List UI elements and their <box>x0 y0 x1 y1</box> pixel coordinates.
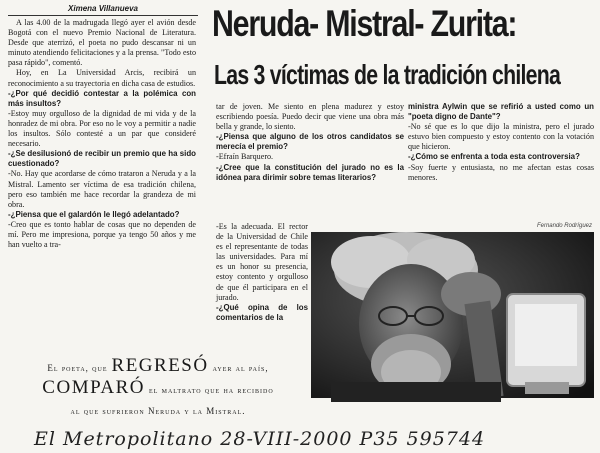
article-paragraph: tar de joven. Me siento en plena madurez y estoy escribiendo poesía. Puedo decir que viene una obra más bella y grande, lo siento. <box>216 102 404 132</box>
pull-quote-text: ayer al país, <box>212 363 269 373</box>
pull-quote <box>10 355 306 427</box>
pull-quote-text: al que sufrieron Neruda y la Mistral. <box>70 406 246 416</box>
photo-credit: Fernando Rodríguez <box>536 223 592 229</box>
article-paragraph: -Es la adecuada. El rector de la Universidad de Chile es el representante de todas las universidades. Para mí es un honor su presencia, estoy contento y orgulloso de que él participara en el jurado. <box>216 222 308 302</box>
article-paragraph: -Soy fuerte y entusiasta, no me afectan estas cosas menores. <box>408 162 594 182</box>
article-paragraph: -Efraín Barquero. <box>216 152 274 162</box>
article-paragraph: -No sé que es lo que dijo la ministra, pero el jurado estuvo bien compuesto y estoy contento con la votación que hicieron. <box>408 122 594 152</box>
pull-quote-emphasis: REGRESÓ <box>111 355 209 376</box>
interview-question: ministra Aylwin que se refirió a usted como un "poeta digno de Dante"? <box>408 102 594 122</box>
article-column-2-lower <box>216 222 308 350</box>
poet-photo-illustration <box>311 232 594 398</box>
handwritten-source-note: El Metropolitano 28-VIII-2000 P35 595744 <box>34 428 486 450</box>
interview-question: -¿Piensa que alguno de los otros candidatos se merecía el premio? <box>216 132 404 152</box>
pull-quote-emphasis: COMPARÓ <box>42 377 146 398</box>
interview-question: -¿Qué opina de los comentarios de la <box>216 302 308 322</box>
article-paragraph: Hoy, en La Universidad Arcis, recibirá un reconocimiento a su trayectoria en dicha casa de estudios. <box>8 68 196 88</box>
subheadline: Las 3 víctimas de la tradición chilena <box>214 59 561 90</box>
article-column-2 <box>216 102 404 222</box>
headline: Neruda- Mistral- Zurita: <box>212 3 517 44</box>
byline: Ximena Villanueva <box>8 4 198 16</box>
pull-quote-text: el maltrato que ha recibido <box>149 385 274 395</box>
article-paragraph: -Estoy muy orgulloso de la dignidad de mi vida y de la honradez de mi obra. Por eso no le voy a permitir a nadie los insultos. Sólo contesté a un par que consideré necesario. <box>8 108 196 149</box>
article-paragraph: -No. Hay que acordarse de cómo trataron a Neruda y a la Mistral. Lamento ser víctima de esa tradición chilena, pero eso también me hace recordar la grandeza de mi obra. <box>8 169 196 209</box>
interview-question: -¿Cómo se enfrenta a toda esta controversia? <box>408 152 580 162</box>
article-column-1 <box>8 18 196 348</box>
article-paragraph: A las 4.00 de la madrugada llegó ayer el avión desde Bogotá con el nuevo Premio Nacional de Literatura. Desde que aterrizó, el poeta no pudo descansar ni un minuto atendiendo felicitaciones y a la prensa. "Todo esto pasa rápido", comentó. <box>8 18 196 68</box>
article-column-3 <box>408 102 594 228</box>
article-paragraph: -Creo que es tonto hablar de cosas que no dependen de mí. Pero me impresiona, porque ya tengo 50 años y me han vuelto a tra- <box>8 219 196 250</box>
pull-quote-text: El poeta, que <box>47 363 108 373</box>
poet-photo <box>311 232 594 398</box>
interview-question: -¿Cree que la constitución del jurado no es la idónea para dirimir sobre temas literarios? <box>216 162 404 182</box>
interview-question: -¿Por qué decidió contestar a la polémica con más insultos? <box>8 88 196 108</box>
interview-question: -¿Se desilusionó de recibir un premio que ha sido cuestionado? <box>8 149 196 169</box>
interview-question: -¿Piensa que el galardón le llegó adelantado? <box>8 209 180 219</box>
